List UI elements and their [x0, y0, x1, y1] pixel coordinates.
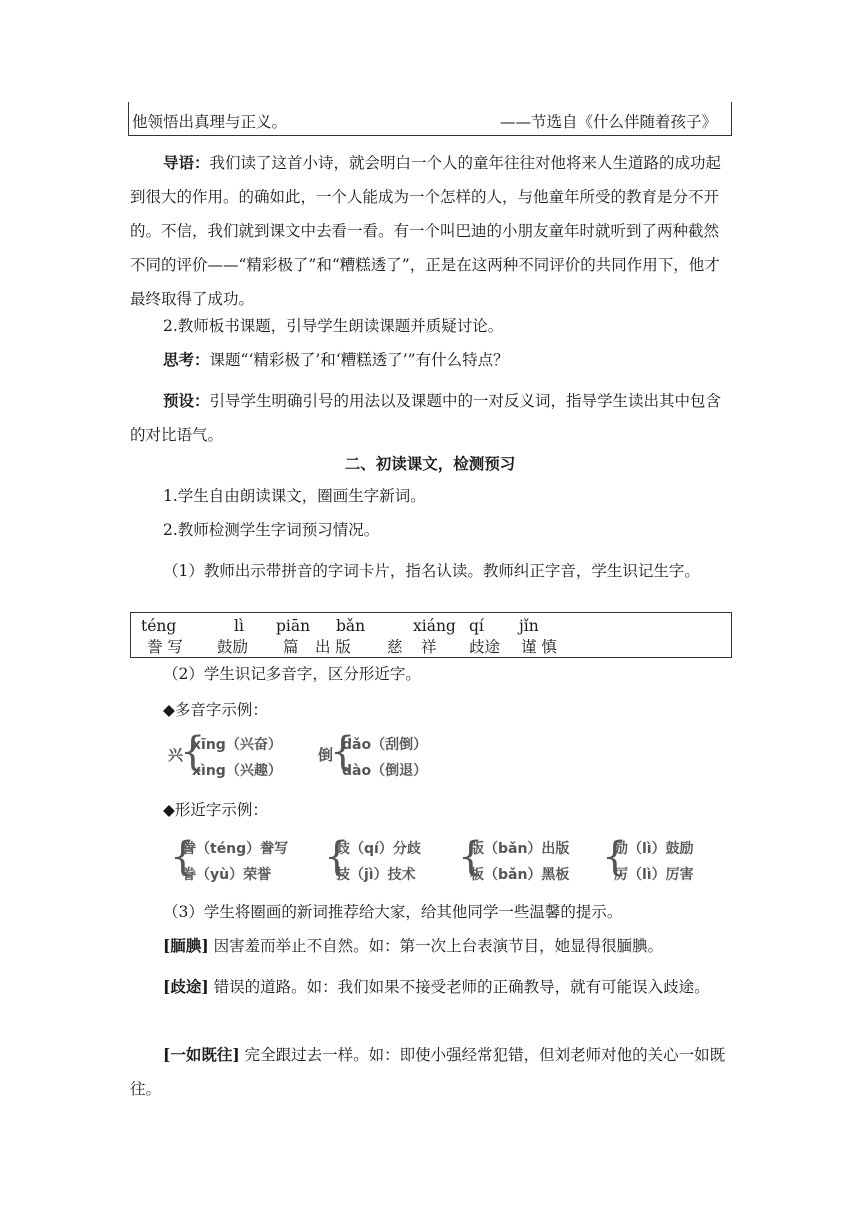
quote-source: ——节选自《什么伴随着孩子》: [499, 113, 717, 131]
preset-paragraph: [130, 384, 730, 452]
quote-box: [128, 102, 732, 136]
definition: [130, 936, 730, 956]
section-heading: 二、初读课文，检测预习: [344, 454, 516, 473]
pinyin: jǐn: [519, 617, 539, 635]
polyphone-title: ◆多音字示例：: [163, 701, 268, 719]
polyphone-reading: xìng（兴趣）: [192, 763, 282, 779]
step-s4: （2）学生识记多音字，区分形近字。: [163, 665, 421, 683]
polyphone-reading: xīng（兴奋）: [192, 737, 282, 753]
similar-row: 厉（lì）厉害: [614, 867, 694, 883]
think-paragraph: [130, 350, 730, 370]
similar-row: 技（jì）技术: [336, 867, 416, 883]
brace: {: [180, 729, 206, 775]
similar-card: [324, 834, 454, 886]
similar-row: 眷（yù）荣誉: [182, 867, 272, 883]
brace: {: [330, 729, 356, 775]
quote-text: 他领悟出真理与正义。: [132, 113, 288, 131]
preset-label: 预设：: [163, 391, 210, 410]
word: 祥: [421, 638, 437, 656]
similar-card: [170, 834, 310, 886]
similar-card: [458, 834, 588, 886]
polyphone-char: 兴: [168, 746, 184, 764]
word: 出 版: [315, 638, 351, 656]
brace: {: [458, 834, 484, 880]
definition-text: 完全跟过去一样。如：即使小强经常犯错，但刘老师对他的关心一如既往。: [130, 1046, 726, 1098]
pinyin: lì: [234, 617, 244, 635]
similar-title: ◆形近字示例：: [163, 801, 268, 819]
polyphone-char: 倒: [318, 746, 334, 764]
word: 歧途: [469, 638, 501, 656]
word: 慈: [387, 638, 403, 656]
brace: {: [602, 834, 628, 880]
word: 篇: [283, 638, 299, 656]
word: 誊 写: [147, 638, 183, 656]
intro-paragraph: [130, 146, 730, 316]
brace: {: [170, 834, 196, 880]
similar-row: 版（bǎn）出版: [470, 841, 570, 857]
similar-card: [602, 834, 730, 886]
pinyin: xiáng: [413, 617, 456, 635]
step-2: 2.教师板书课题，引导学生朗读课题并质疑讨论。: [163, 317, 504, 335]
think-text: 课题“‘精彩极了’和‘糟糕透了’”有什么特点？: [209, 351, 509, 369]
word: 谨 慎: [521, 638, 557, 656]
polyphone-card: [168, 730, 288, 780]
step-s1: 1.学生自由朗读课文，圈画生字新词。: [163, 487, 426, 505]
pinyin-card: [130, 612, 732, 658]
step-s5: （3）学生将圈画的新词推荐给大家，给其他同学一些温馨的提示。: [163, 903, 623, 921]
polyphone-reading: dào（倒退）: [342, 763, 428, 779]
similar-row: 誊（téng）誊写: [182, 841, 289, 857]
definition-text: 因害羞而举止不自然。如：第一次上台表演节目，她显得很腼腆。: [213, 937, 664, 955]
similar-row: 励（lì）鼓励: [614, 841, 694, 857]
similar-row: 板（bǎn）黑板: [470, 867, 570, 883]
pinyin: téng: [141, 617, 177, 635]
definition: [130, 970, 730, 1004]
think-label: 思考：: [163, 350, 210, 369]
intro-label: 导语：: [163, 153, 210, 172]
pinyin: qí: [469, 617, 484, 635]
intro-text: 我们读了这首小诗，就会明白一个人的童年往往对他将来人生道路的成功起到很大的作用。的确如此，一个人能成为一个怎样的人，与他童年所受的教育是分不开的。不信，我们就到课文中去看一看。有一个叫巴迪的小朋友童年时就听到了两种截然不同的评价——“精彩极了”和“糟糕透了”，正是在这两种不同评价的共同作用下，他才最终取得了成功。: [130, 154, 722, 308]
pinyin: bǎn: [336, 617, 366, 635]
pinyin: piān: [276, 617, 311, 635]
polyphone-card: [318, 730, 438, 780]
polyphone-reading: dǎo（刮倒）: [342, 737, 428, 753]
step-s2: 2.教师检测学生字词预习情况。: [163, 521, 380, 539]
brace: {: [324, 834, 350, 880]
definition-term: [一如既往]: [163, 1045, 240, 1064]
similar-row: 歧（qí）分歧: [336, 841, 421, 857]
definition-term: [歧途]: [163, 977, 209, 996]
preset-text: 引导学生明确引号的用法以及课题中的一对反义词，指导学生读出其中包含的对比语气。: [130, 392, 722, 444]
step-s3: （1）教师出示带拼音的字词卡片，指名认读。教师纠正字音，学生识记生字。: [163, 562, 700, 580]
definition-term: [腼腆]: [163, 936, 209, 955]
definition-text: 错误的道路。如：我们如果不接受老师的正确教导，就有可能误入歧途。: [213, 978, 710, 996]
definition: [130, 1038, 730, 1106]
word: 鼓励: [217, 638, 249, 656]
